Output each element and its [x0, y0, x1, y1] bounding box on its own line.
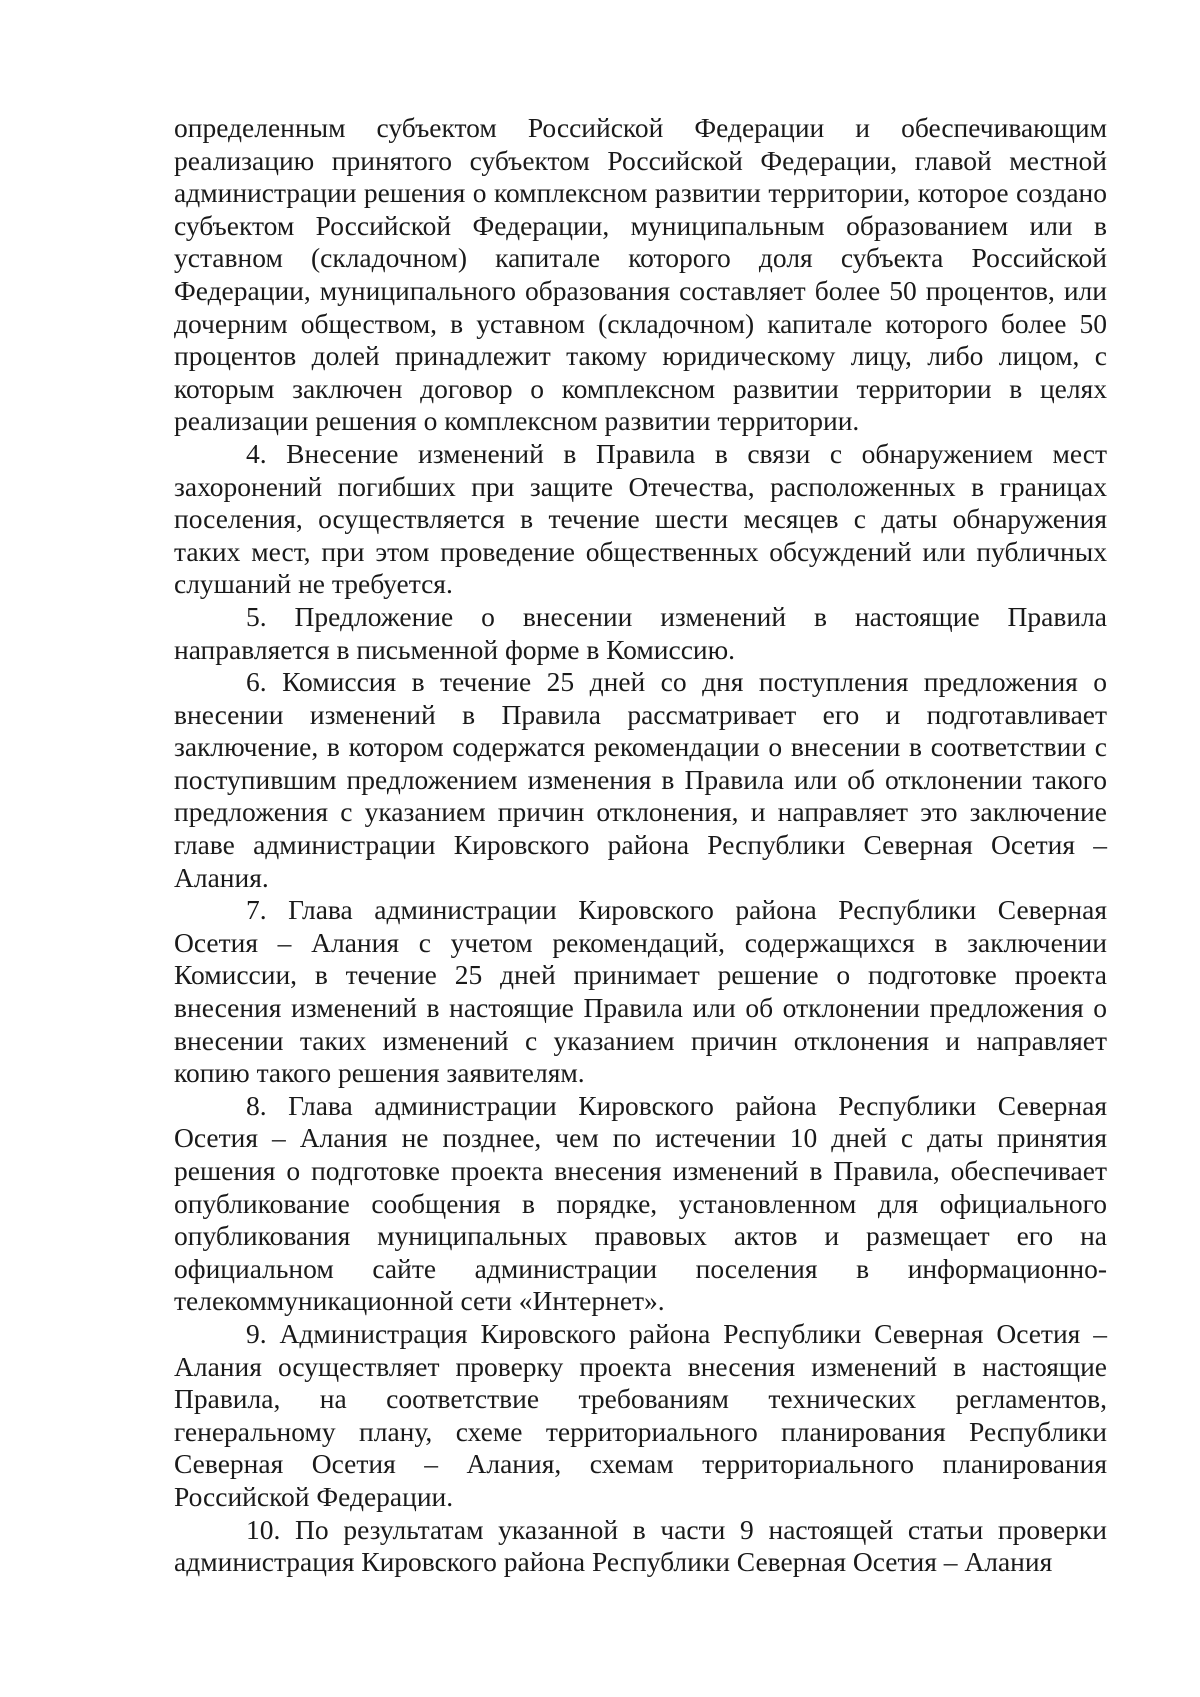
paragraph-item-8: 8. Глава администрации Кировского района Республики Северная Осетия – Алания не позднее, чем по истечении 10 дней с даты принятия решения о подготовке проекта внесения изменений в Правила, обеспечивает опубликование сообщения в порядке, установленном для официального опубликования муниципальных правовых актов и размещает его на официальном сайте администрации поселения в информационно-телекоммуникационной сети «Интернет». [174, 1089, 1107, 1317]
paragraph-item-7: 7. Глава администрации Кировского района Республики Северная Осетия – Алания с учетом рекомендаций, содержащихся в заключении Комиссии, в течение 25 дней принимает решение о подготовке проекта внесения изменений в настоящие Правила или об отклонении предложения о внесении таких изменений с указанием причин отклонения и направляет копию такого решения заявителям. [174, 894, 1107, 1089]
paragraph-item-9: 9. Администрация Кировского района Республики Северная Осетия – Алания осуществляет проверку проекта внесения изменений в настоящие Правила, на соответствие требованиям технических регламентов, генеральному плану, схеме территориального планирования Республики Северная Осетия – Алания, схемам территориального планирования Российской Федерации. [174, 1317, 1107, 1512]
document-body [174, 112, 1107, 1579]
paragraph-item-10: 10. По результатам указанной в части 9 настоящей статьи проверки администрация Кировского района Республики Северная Осетия – Алания [174, 1513, 1107, 1578]
paragraph-continuation: определенным субъектом Российской Федерации и обеспечивающим реализацию принятого субъектом Российской Федерации, главой местной администрации решения о комплексном развитии территории, которое создано субъектом Российской Федерации, муниципальным образованием или в уставном (складочном) капитале которого доля субъекта Российской Федерации, муниципального образования составляет более 50 процентов, или дочерним обществом, в уставном (складочном) капитале которого более 50 процентов долей принадлежит такому юридическому лицу, либо лицом, с которым заключен договор о комплексном развитии территории в целях реализации решения о комплексном развитии территории. [174, 112, 1107, 437]
paragraph-item-6: 6. Комиссия в течение 25 дней со дня поступления предложения о внесении изменений в Правила рассматривает его и подготавливает заключение, в котором содержатся рекомендации о внесении в соответствии с поступившим предложением изменения в Правила или об отклонении такого предложения с указанием причин отклонения, и направляет это заключение главе администрации Кировского района Республики Северная Осетия – Алания. [174, 666, 1107, 893]
paragraph-item-5: 5. Предложение о внесении изменений в настоящие Правила направляется в письменной форме в Комиссию. [174, 600, 1107, 665]
paragraph-item-4: 4. Внесение изменений в Правила в связи с обнаружением мест захоронений погибших при защите Отечества, расположенных в границах поселения, осуществляется в течение шести месяцев с даты обнаружения таких мест, при этом проведение общественных обсуждений или публичных слушаний не требуется. [174, 437, 1107, 600]
